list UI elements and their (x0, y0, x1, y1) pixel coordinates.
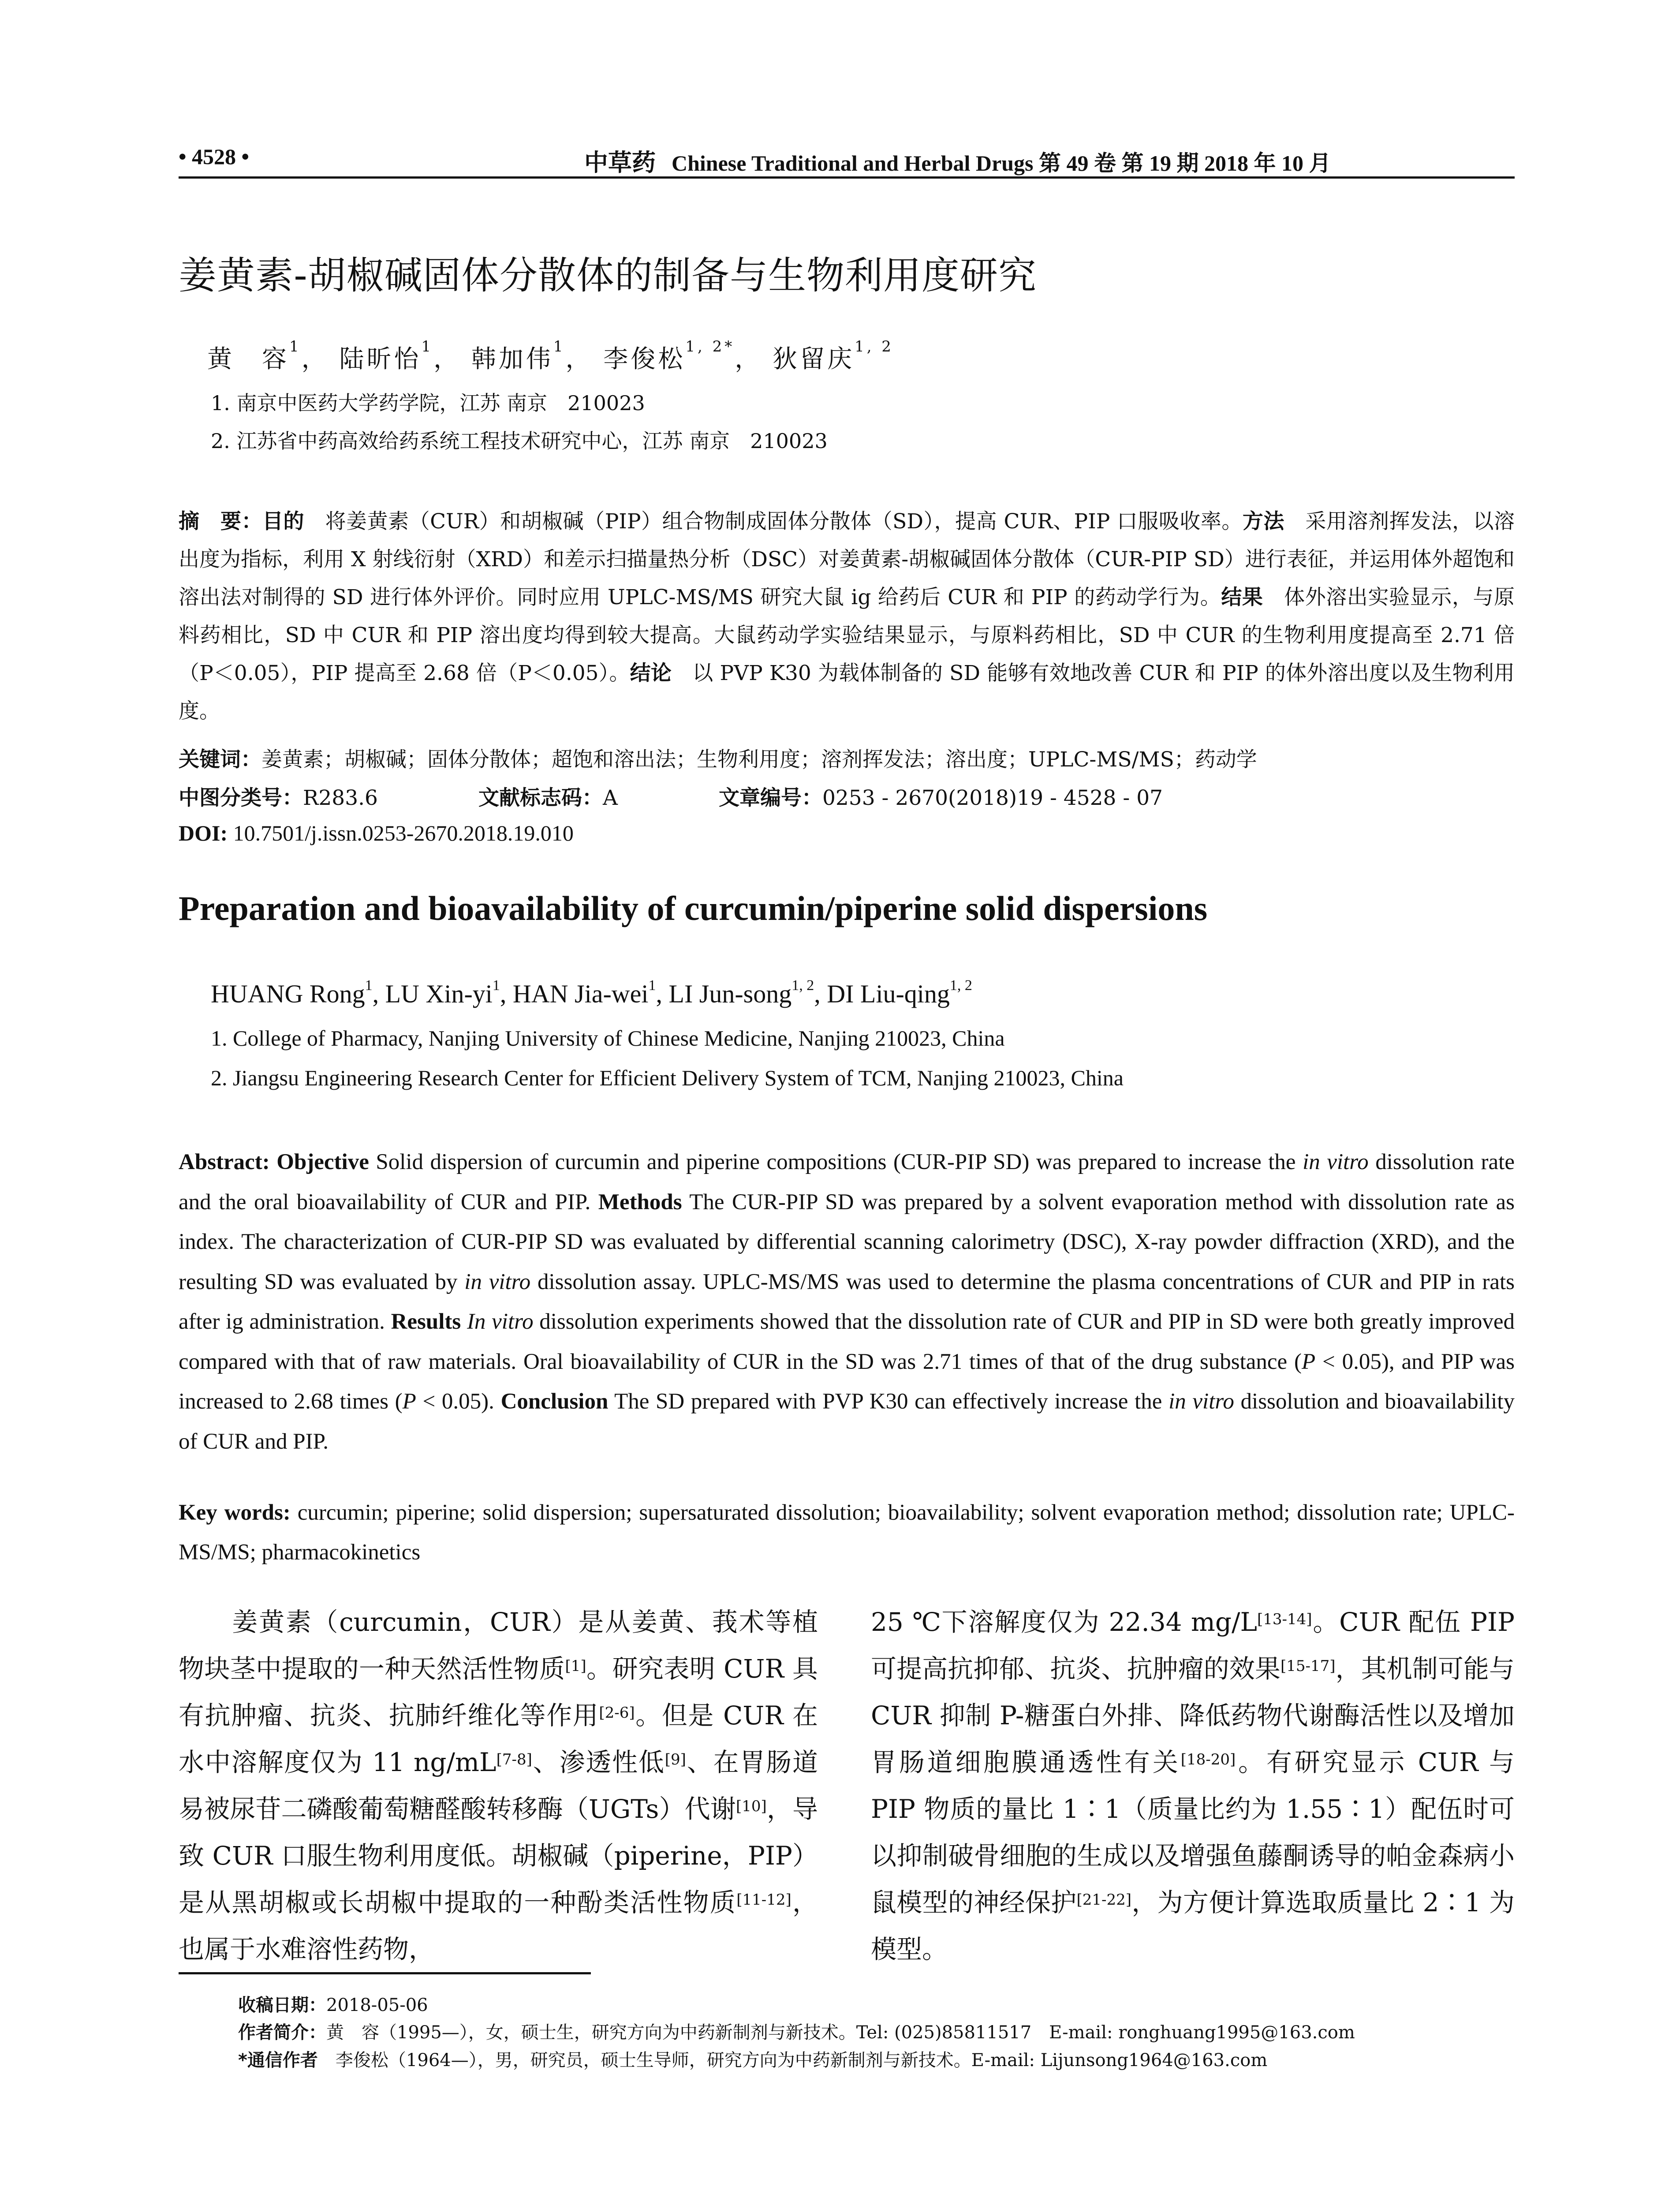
objective-en-text: Solid dispersion of curcumin and piperine compositions (CUR-PIP SD) was prepared to increase the (369, 1150, 1303, 1174)
clc-code (179, 781, 378, 811)
author-cn: 狄留庆 (773, 345, 855, 374)
clc-value: R283.6 (303, 786, 378, 810)
conclusion-text: 以 PVP K30 为载体制备的 SD 能够有效地改善 CUR 和 PIP 的体外溶出度以及生物利用度。 (179, 661, 1515, 723)
italic-term: in vitro (464, 1269, 531, 1294)
results-label: 结果 (1221, 585, 1263, 609)
italic-term: in vitro (1303, 1150, 1369, 1174)
author-sup: 1, 2 (949, 977, 972, 994)
author-sup: 1 (421, 338, 434, 355)
conclusion-en-text: dissolution and bioavailability of CUR and PIP. (179, 1389, 1515, 1454)
p-value-symbol: P (1302, 1349, 1316, 1374)
keywords-en (179, 1493, 1515, 1572)
author-cn: 韩加伟 (471, 345, 553, 374)
body-text: 。CUR 配伍 PIP 可提高抗抑郁、抗炎、抗肿瘤的效果 (871, 1607, 1515, 1684)
doi (179, 820, 574, 846)
author-sup: 1 (553, 338, 566, 355)
received-date: 2018-05-06 (326, 1995, 428, 2015)
abstract-label: 摘 要： (179, 509, 263, 534)
italic-term: in vitro (1169, 1389, 1234, 1414)
title-cn: 姜黄素-胡椒碱固体分散体的制备与生物利用度研究 (179, 254, 1037, 298)
doi-label: DOI: (179, 821, 228, 845)
citation: [10] (735, 1798, 767, 1815)
author-sup: 1 (492, 977, 500, 994)
results-en-text: dissolution experiments showed that the dissolution rate of CUR and PIP in SD were both greatly improved compared with that of raw materials. Oral bioavailability of CUR in the SD was 2.71 times of that of the drug substance ( (179, 1309, 1515, 1374)
body-text: 。研究表明 CUR 具有抗肿瘤、抗炎、抗肺纤维化等作用 (179, 1654, 818, 1730)
footnote-received (238, 1991, 428, 2016)
keywords-label: 关键词： (179, 747, 261, 772)
author-cn: 陆昕怡 (339, 345, 422, 374)
author-sup: 1 (365, 977, 373, 994)
affiliation-en-1: 1. College of Pharmacy, Nanjing University of Chinese Medicine, Nanjing 210023, China (211, 1026, 1005, 1050)
objective-text: 将姜黄素（CUR）和胡椒碱（PIP）组合物制成固体分散体（SD），提高 CUR、PIP 口服吸收率。 (304, 509, 1243, 534)
citation: [18-20] (1180, 1751, 1236, 1768)
body-text: ，导致 CUR 口服生物利用度低。胡椒碱（piperine，PIP）是从黑胡椒或长胡椒中提取的一种酚类活性物质 (179, 1794, 818, 1917)
body-text: 25 ℃下溶解度仅为 22.34 mg/L (871, 1607, 1258, 1637)
abstract-en (179, 1142, 1515, 1461)
keywords-cn (179, 743, 1257, 773)
body-text: 姜黄素（curcumin，CUR）是从姜黄、莪术等植物块茎中提取的一种天然活性物质 (179, 1607, 818, 1684)
objective-label: 目的 (262, 509, 305, 534)
body-text: ，为方便计算选取质量比 2∶1 为模型。 (871, 1887, 1515, 1964)
doc-label: 文献标志码： (478, 786, 603, 810)
methods-en-text: The CUR-PIP SD was prepared by a solvent evaporation method with dissolution rate as index. The characterization of CUR-PIP SD was evaluated by differential scanning calorimetry (DSC), X-ray powder diffraction (XRD), and the resulting SD was evaluated by (179, 1189, 1515, 1294)
body-text: ，其机制可能与 CUR 抑制 P-糖蛋白外排、降低药物代谢酶活性以及增加胃肠道细胞膜通透性有关 (871, 1654, 1515, 1777)
author-bio: 黄 容（1995—），女，硕士生，研究方向为中药新制剂与新技术。Tel: (025)85811517 E-mail: ronghuang1995@163.com (326, 2022, 1355, 2043)
body-column-right (871, 1599, 1515, 1973)
journal-volume: Chinese Traditional and Herbal Drugs 第 49 卷 第 19 期 2018 年 10 月 (672, 151, 1331, 176)
methods-en-text: dissolution assay. UPLC-MS/MS was used to determine the plasma concentrations of CUR and PIP in rats after ig administration. (179, 1269, 1515, 1334)
authors-en: HUANG Rong$^1$, LU Xin-$yi^1$, HAN Jia-wei$^1$, LI Jun-song$^{1, 2}$, DI Liu-qing$^{1, 2}$ (211, 977, 972, 1008)
corresponding-label: *通信作者 (238, 2050, 318, 2070)
body-text: 、在胃肠道易被尿苷二磷酸葡萄糖醛酸转移酶（UGTs）代谢 (179, 1747, 818, 1824)
citation: [13-14] (1257, 1611, 1312, 1628)
header-rule (179, 176, 1515, 179)
article-number (719, 781, 1163, 811)
citation: [9] (665, 1751, 686, 1768)
citation: [21-22] (1076, 1891, 1132, 1909)
abstract-en-label: Abstract: Objective (179, 1150, 369, 1174)
author-en: HUANG Rong (211, 979, 365, 1008)
author-en: LU Xin-yi (385, 979, 493, 1008)
keywords-text: 姜黄素；胡椒碱；固体分散体；超饱和溶出法；生物利用度；溶剂挥发法；溶出度；UPLC-MS/MS；药动学 (261, 747, 1257, 772)
italic-term: In vitro (461, 1309, 534, 1334)
affiliation-cn-2: 2. 江苏省中药高效给药系统工程技术研究中心，江苏 南京 210023 (211, 429, 828, 453)
author-cn: 李俊松 (603, 345, 686, 374)
title-en: Preparation and bioavailability of curcumin/piperine solid dispersions (179, 889, 1208, 927)
author-sup: 1, 2* (685, 338, 735, 355)
citation: [15-17] (1281, 1657, 1336, 1675)
results-en-text: < 0.05). (416, 1389, 501, 1414)
conclusion-label: 结论 (630, 661, 672, 685)
citation: [11-12] (736, 1891, 791, 1909)
author-sup: 1, 2 (855, 338, 894, 355)
author-cn: 黄 容 (207, 345, 289, 374)
journal-name-cn: 中草药 (584, 149, 656, 176)
received-label: 收稿日期： (238, 1995, 326, 2015)
keywords-en-label: Key words: (179, 1500, 291, 1525)
body-text: 。有研究显示 CUR 与 PIP 物质的量比 1∶1（质量比约为 1.55∶1）配伍时可以抑制破骨细胞的生成以及增强鱼藤酮诱导的帕金森病小鼠模型的神经保护 (871, 1747, 1515, 1917)
author-en: HAN Jia-wei (512, 979, 649, 1008)
results-en-text: < 0.05), and PIP was increased to 2.68 times ( (179, 1349, 1515, 1414)
objective-en-text: dissolution rate and the oral bioavailability of CUR and PIP. (179, 1150, 1515, 1215)
body-text: 、渗透性低 (532, 1747, 665, 1777)
author-en: LI Jun-song (668, 979, 792, 1008)
conclusion-en-text: The SD prepared with PVP K30 can effectively increase the (608, 1389, 1169, 1414)
author-bio-label: 作者简介： (238, 2022, 326, 2043)
author-sup: 1 (289, 338, 302, 355)
doi-value: 10.7501/j.issn.0253-2670.2018.19.010 (228, 821, 574, 845)
clc-label: 中图分类号： (179, 786, 303, 810)
doc-value: A (603, 786, 618, 810)
footnote-corresponding (238, 2046, 1267, 2071)
footnote-author (238, 2018, 1355, 2044)
methods-text: 采用溶剂挥发法，以溶出度为指标，利用 X 射线衍射（XRD）和差示扫描量热分析（DSC）对姜黄素-胡椒碱固体分散体（CUR-PIP SD）进行表征，并运用体外超饱和溶出法对制得的 SD 进行体外评价。同时应用 UPLC-MS/MS 研究大鼠 ig 给药后 CUR 和 PIP 的药动学行为。 (179, 509, 1515, 609)
p-value-symbol: P (402, 1389, 416, 1414)
running-header (179, 140, 1515, 176)
keywords-en-text: curcumin; piperine; solid dispersion; supersaturated dissolution; bioavailability; solvent evaporation method; dissolution rate; UPLC-MS/MS; pharmacokinetics (179, 1500, 1515, 1565)
article-value: 0253 - 2670(2018)19 - 4528 - 07 (822, 786, 1163, 810)
citation: [7-8] (496, 1751, 532, 1768)
methods-label: 方法 (1242, 509, 1284, 534)
results-en-label: Results (391, 1309, 461, 1334)
methods-en-label: Methods (598, 1189, 682, 1215)
corresponding-info: 李俊松（1964—），男，研究员，硕士生导师，研究方向为中药新制剂与新技术。E-mail: Lijunsong1964@163.com (317, 2050, 1268, 2070)
classification-row (179, 781, 1515, 817)
citation: [1] (565, 1657, 586, 1675)
abstract-cn (179, 503, 1515, 730)
article-label: 文章编号： (719, 786, 822, 810)
footnote-rule (179, 1972, 591, 1974)
author-en: DI Liu-qing (827, 979, 950, 1008)
citation: [2-6] (599, 1704, 635, 1722)
affiliation-cn-1: 1. 南京中医药大学药学院，江苏 南京 210023 (211, 391, 645, 415)
authors-cn: 黄 容$^1$， 陆昕怡$^1$， 韩加伟$^1$， 李俊松$^{1, 2*}$， 狄留庆$^{1, 2}$ (207, 338, 894, 374)
journal-info (584, 144, 1331, 178)
affiliation-en-2: 2. Jiangsu Engineering Research Center for Efficient Delivery System of TCM, Nanjing 210023, China (211, 1065, 1124, 1090)
body-text: ，也属于水难溶性药物， (179, 1887, 818, 1964)
page-number: • 4528 • (179, 144, 250, 169)
body-column-left (179, 1599, 818, 1973)
doc-code (478, 781, 618, 811)
conclusion-en-label: Conclusion (500, 1389, 609, 1414)
author-sup: 1 (648, 977, 656, 994)
author-sup: 1, 2 (791, 977, 814, 994)
body-text: 。但是 CUR 在水中溶解度仅为 11 ng/mL (179, 1700, 818, 1777)
results-text: 体外溶出实验显示，与原料药相比，SD 中 CUR 和 PIP 溶出度均得到较大提高。大鼠药动学实验结果显示，与原料药相比，SD 中 CUR 的生物利用度提高至 2.71 倍（P＜0.05），PIP 提高至 2.68 倍（P＜0.05）。 (179, 585, 1515, 685)
